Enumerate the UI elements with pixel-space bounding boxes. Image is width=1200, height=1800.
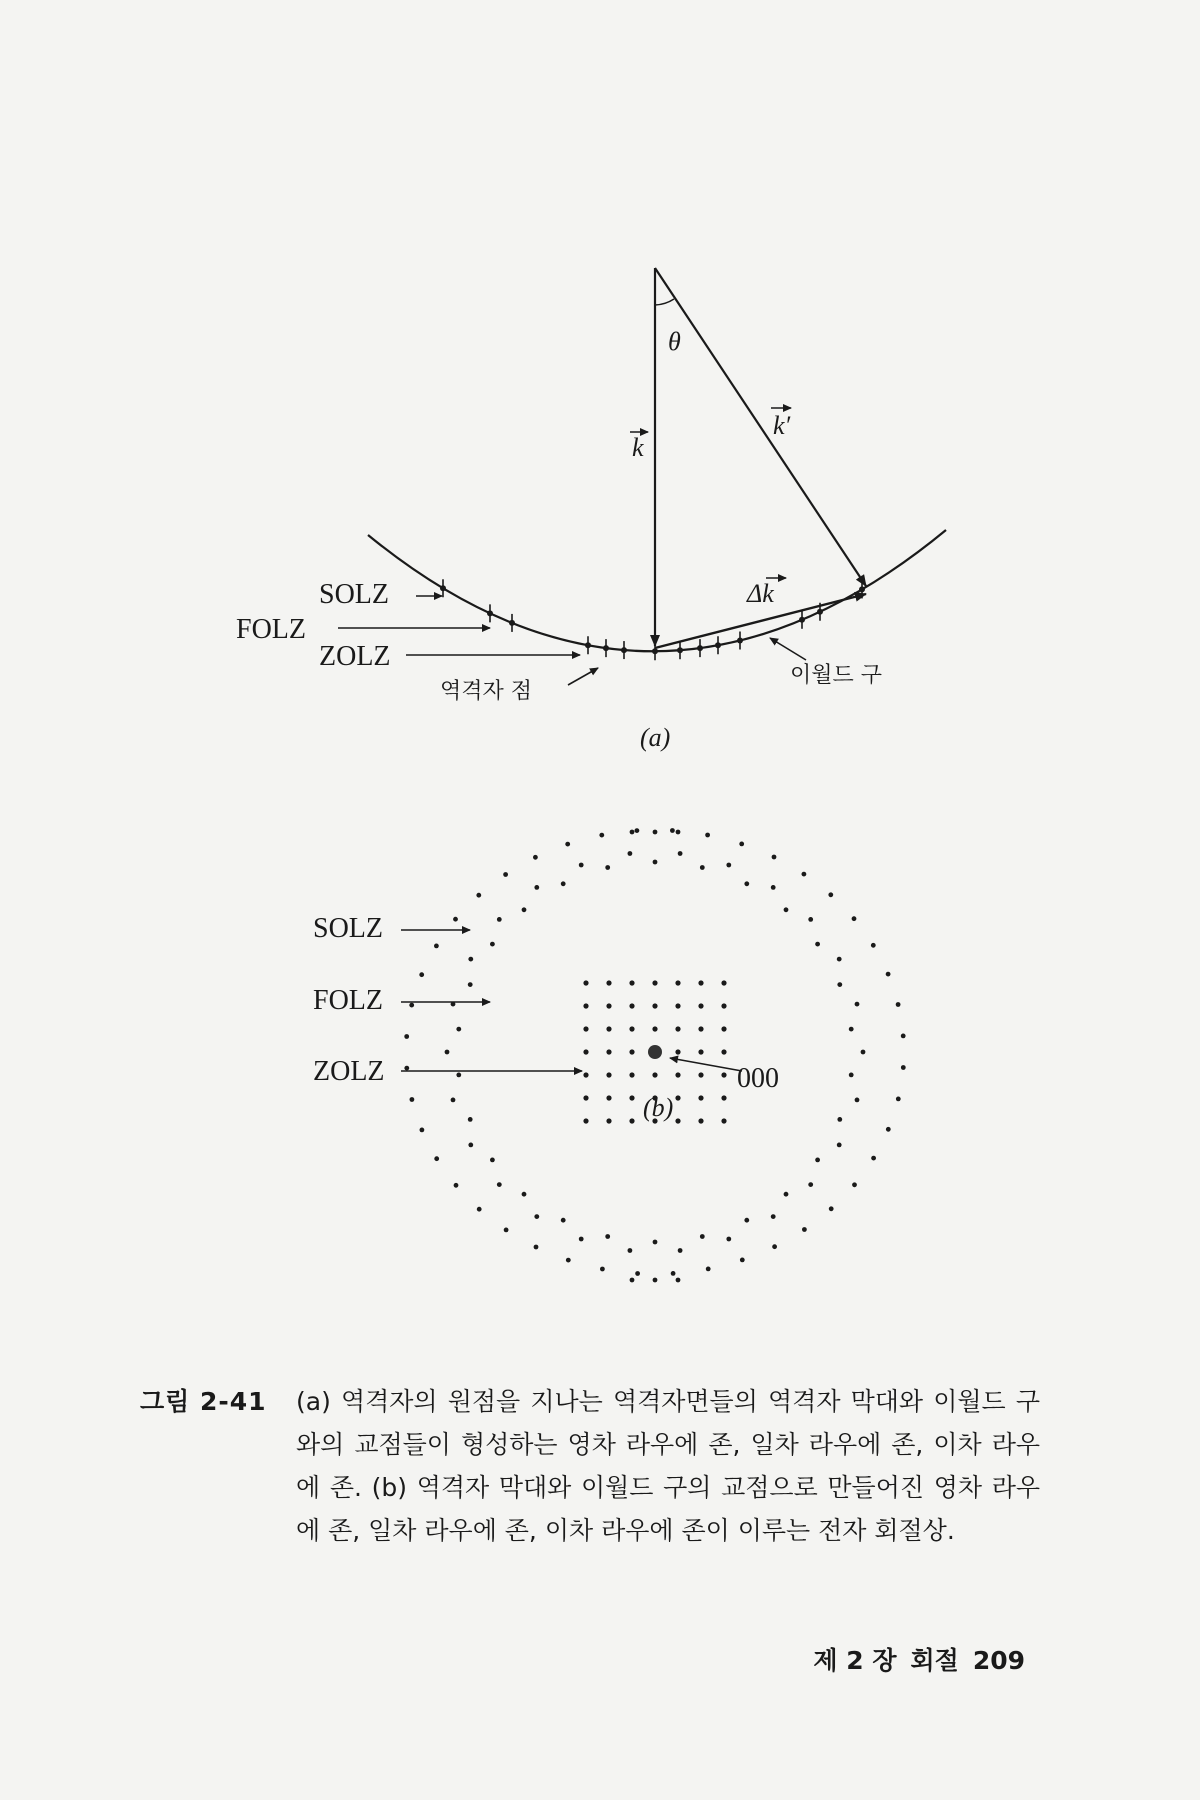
diffraction-spot xyxy=(829,1206,834,1211)
lattice-point xyxy=(652,648,658,654)
reciprocal-point-label: 역격자 점 xyxy=(440,679,533,704)
diffraction-spot xyxy=(629,1003,634,1008)
diffraction-spot xyxy=(629,1072,634,1077)
diffraction-spot xyxy=(653,1278,658,1283)
diffraction-spot xyxy=(698,1003,703,1008)
diffraction-spot xyxy=(886,972,891,977)
diffraction-spot xyxy=(815,942,820,947)
diffraction-spot xyxy=(565,842,570,847)
diffraction-spot xyxy=(721,1026,726,1031)
diffraction-spot xyxy=(700,865,705,870)
diffraction-spot xyxy=(784,1192,789,1197)
diffraction-spot xyxy=(410,1097,415,1102)
diffraction-spot xyxy=(606,1049,611,1054)
diffraction-spot xyxy=(629,1026,634,1031)
diffraction-spot xyxy=(606,980,611,985)
transmitted-beam-spot xyxy=(648,1045,662,1059)
diffraction-spot xyxy=(721,1118,726,1123)
diffraction-spot xyxy=(606,1118,611,1123)
diffraction-spot xyxy=(653,1240,658,1245)
lattice-point xyxy=(737,638,743,644)
figure-caption xyxy=(140,1380,1040,1552)
zolz-label-a: ZOLZ xyxy=(319,641,391,672)
diffraction-spot xyxy=(468,1117,473,1122)
diffraction-spot xyxy=(606,1095,611,1100)
diffraction-spot xyxy=(675,1003,680,1008)
diffraction-spot xyxy=(468,1143,473,1148)
theta-arc xyxy=(655,299,674,305)
diffraction-spot xyxy=(772,1244,777,1249)
diffraction-spot xyxy=(739,842,744,847)
k-label: k xyxy=(632,433,644,462)
diffraction-spot xyxy=(871,1156,876,1161)
diffraction-spot xyxy=(901,1034,906,1039)
diffraction-spot xyxy=(456,1073,461,1078)
diffraction-spot xyxy=(886,1127,891,1132)
diffraction-spot xyxy=(771,1214,776,1219)
reciprocal-point-arrow xyxy=(568,668,598,685)
diffraction-spot xyxy=(675,1095,680,1100)
diffraction-spot xyxy=(802,1227,807,1232)
diffraction-spot xyxy=(635,828,640,833)
page-number: 209 xyxy=(972,1646,1025,1675)
diffraction-spot xyxy=(420,1128,425,1133)
diffraction-spot xyxy=(453,917,458,922)
diffraction-spot xyxy=(675,1026,680,1031)
diffraction-spot xyxy=(606,1003,611,1008)
diffraction-spot xyxy=(409,1003,414,1008)
diffraction-spot xyxy=(652,1003,657,1008)
diffraction-spot xyxy=(476,893,481,898)
diffraction-spot xyxy=(454,1183,459,1188)
diffraction-spot xyxy=(534,885,539,890)
chapter-title: 회절 xyxy=(910,1646,959,1675)
ewald-sphere-label: 이월드 구 xyxy=(790,663,883,688)
diffraction-spot xyxy=(445,1050,450,1055)
diffraction-spot xyxy=(468,957,473,962)
diffraction-spot xyxy=(652,980,657,985)
diffraction-spot xyxy=(605,1234,610,1239)
lattice-point xyxy=(603,645,609,651)
diffraction-spot xyxy=(808,917,813,922)
diffraction-spot xyxy=(837,1117,842,1122)
lattice-point xyxy=(817,609,823,615)
diffraction-spot xyxy=(497,1182,502,1187)
diffraction-spot xyxy=(534,1214,539,1219)
diffraction-spot xyxy=(671,1271,676,1276)
diffraction-spot xyxy=(855,1098,860,1103)
diffraction-spot xyxy=(901,1065,906,1070)
lattice-point xyxy=(697,645,703,651)
lattice-point xyxy=(799,617,805,623)
zolz-label-b: ZOLZ xyxy=(313,1056,385,1087)
k-prime-label: k′ xyxy=(773,411,791,440)
diffraction-spot xyxy=(522,907,527,912)
diffraction-spot xyxy=(468,982,473,987)
solz-label-b: SOLZ xyxy=(313,913,383,944)
diffraction-spot xyxy=(721,1003,726,1008)
page-footer xyxy=(799,1641,1025,1677)
diffraction-spot xyxy=(419,972,424,977)
diffraction-spot xyxy=(404,1066,409,1071)
figure-a xyxy=(236,268,946,752)
diffraction-spot xyxy=(583,1049,588,1054)
chapter-label: 제 2 장 xyxy=(813,1646,897,1675)
diffraction-spot xyxy=(837,1143,842,1148)
folz-label-b: FOLZ xyxy=(313,985,383,1016)
lattice-point xyxy=(509,620,515,626)
diffraction-spot xyxy=(434,944,439,949)
caption-label: 그림 2-41 xyxy=(140,1387,267,1416)
diffraction-spot xyxy=(600,1267,605,1272)
diffraction-spot xyxy=(599,833,604,838)
diffraction-spot xyxy=(698,980,703,985)
diffraction-spot xyxy=(698,1118,703,1123)
diffraction-spot xyxy=(676,1278,681,1283)
diffraction-spot xyxy=(837,957,842,962)
lattice-point xyxy=(677,647,683,653)
diffraction-spot xyxy=(721,1072,726,1077)
diffraction-spot xyxy=(698,1026,703,1031)
diffraction-spot xyxy=(566,1258,571,1263)
figure-b xyxy=(313,828,906,1282)
origin-label: 000 xyxy=(737,1063,779,1094)
delta-k-label: Δk xyxy=(747,579,774,608)
diffraction-spot xyxy=(451,1098,456,1103)
diffraction-spot xyxy=(721,1049,726,1054)
lattice-point xyxy=(621,647,627,653)
diffraction-spot xyxy=(698,1049,703,1054)
diffraction-spot xyxy=(670,828,675,833)
diffraction-spot xyxy=(490,1158,495,1163)
diffraction-spot xyxy=(808,1182,813,1187)
diffraction-spot xyxy=(721,980,726,985)
diffraction-spot xyxy=(490,942,495,947)
diffraction-spot xyxy=(497,917,502,922)
diffraction-spot xyxy=(583,1026,588,1031)
diffraction-spot xyxy=(534,1245,539,1250)
diffraction-spot xyxy=(698,1095,703,1100)
diffraction-spot xyxy=(896,1002,901,1007)
diffraction-spot xyxy=(583,1072,588,1077)
diffraction-spot xyxy=(477,1207,482,1212)
diffraction-spot xyxy=(861,1050,866,1055)
diffraction-spot xyxy=(772,855,777,860)
diffraction-spot xyxy=(579,1237,584,1242)
lattice-point xyxy=(585,642,591,648)
diffraction-spot xyxy=(533,855,538,860)
diffraction-spot xyxy=(784,907,789,912)
diffraction-spot xyxy=(434,1156,439,1161)
diffraction-spot xyxy=(675,980,680,985)
diffraction-spot xyxy=(628,1248,633,1253)
panel-label-b: (b) xyxy=(643,1093,674,1122)
diffraction-spot xyxy=(629,1049,634,1054)
diffraction-spot xyxy=(740,1258,745,1263)
diffraction-spot xyxy=(678,851,683,856)
diffraction-spot xyxy=(652,1072,657,1077)
diffraction-spot xyxy=(726,1237,731,1242)
diffraction-spot xyxy=(700,1234,705,1239)
diffraction-spot xyxy=(583,980,588,985)
diffraction-spot xyxy=(630,830,635,835)
diffraction-spot xyxy=(837,982,842,987)
diffraction-spot xyxy=(561,881,566,886)
diffraction-spot xyxy=(828,892,833,897)
diffraction-spot xyxy=(630,1278,635,1283)
diffraction-spot xyxy=(698,1072,703,1077)
diffraction-spot xyxy=(653,830,658,835)
diffraction-spot xyxy=(815,1158,820,1163)
diffraction-spot xyxy=(675,1049,680,1054)
diffraction-spot xyxy=(802,872,807,877)
diffraction-spot xyxy=(583,1003,588,1008)
diffraction-spot xyxy=(504,1228,509,1233)
diffraction-spot xyxy=(606,1026,611,1031)
diffraction-spot xyxy=(896,1097,901,1102)
lattice-point xyxy=(440,585,446,591)
solz-label-a: SOLZ xyxy=(319,579,389,610)
diffraction-spot xyxy=(849,1027,854,1032)
diffraction-spot xyxy=(605,865,610,870)
diffraction-spot xyxy=(583,1095,588,1100)
k-prime-vector xyxy=(655,268,866,586)
diffraction-spot xyxy=(629,980,634,985)
diffraction-spot xyxy=(635,1271,640,1276)
lattice-point xyxy=(487,610,493,616)
diffraction-spot xyxy=(675,1118,680,1123)
diffraction-spot xyxy=(849,1073,854,1078)
diffraction-spot xyxy=(606,1072,611,1077)
diffraction-spot xyxy=(871,943,876,948)
lattice-point xyxy=(859,586,865,592)
origin-arrow xyxy=(670,1058,742,1071)
diffraction-spot xyxy=(404,1034,409,1039)
diffraction-spot xyxy=(503,872,508,877)
diffraction-spot xyxy=(726,863,731,868)
diffraction-spot xyxy=(721,1095,726,1100)
diffraction-spot xyxy=(675,1072,680,1077)
diffraction-spot xyxy=(456,1027,461,1032)
diffraction-spot xyxy=(583,1118,588,1123)
diffraction-spot xyxy=(744,881,749,886)
diffraction-spot xyxy=(852,916,857,921)
diffraction-spot xyxy=(629,1118,634,1123)
diffraction-spot xyxy=(653,860,658,865)
diffraction-spot xyxy=(628,851,633,856)
diffraction-spot xyxy=(652,1026,657,1031)
ewald-sphere-arrow xyxy=(770,638,806,660)
lattice-point xyxy=(715,642,721,648)
theta-label: θ xyxy=(668,327,681,356)
folz-label-a: FOLZ xyxy=(236,614,306,645)
diffraction-spot xyxy=(522,1192,527,1197)
diffraction-spot xyxy=(706,1267,711,1272)
caption-text: (a) 역격자의 원점을 지나는 역격자면들의 역격자 막대와 이월드 구와의 교점들이 형성하는 영차 라우에 존, 일차 라우에 존, 이차 라우에 존. (b) 역격자 막대와 이월드 구의 교점으로 만들어진 영차 라우에 존, 일차 라우에 존, 이차 라우에 존이 이루는 전자 회절상. xyxy=(296,1387,1040,1545)
diffraction-spot xyxy=(771,885,776,890)
diffraction-spot xyxy=(629,1095,634,1100)
diffraction-spot xyxy=(705,833,710,838)
diffraction-spot xyxy=(579,863,584,868)
diffraction-spot xyxy=(852,1182,857,1187)
diffraction-spot xyxy=(678,1248,683,1253)
diffraction-spot xyxy=(561,1218,566,1223)
diffraction-spot xyxy=(676,830,681,835)
diffraction-spot xyxy=(744,1218,749,1223)
panel-label-a: (a) xyxy=(640,723,671,752)
diffraction-spot xyxy=(855,1002,860,1007)
